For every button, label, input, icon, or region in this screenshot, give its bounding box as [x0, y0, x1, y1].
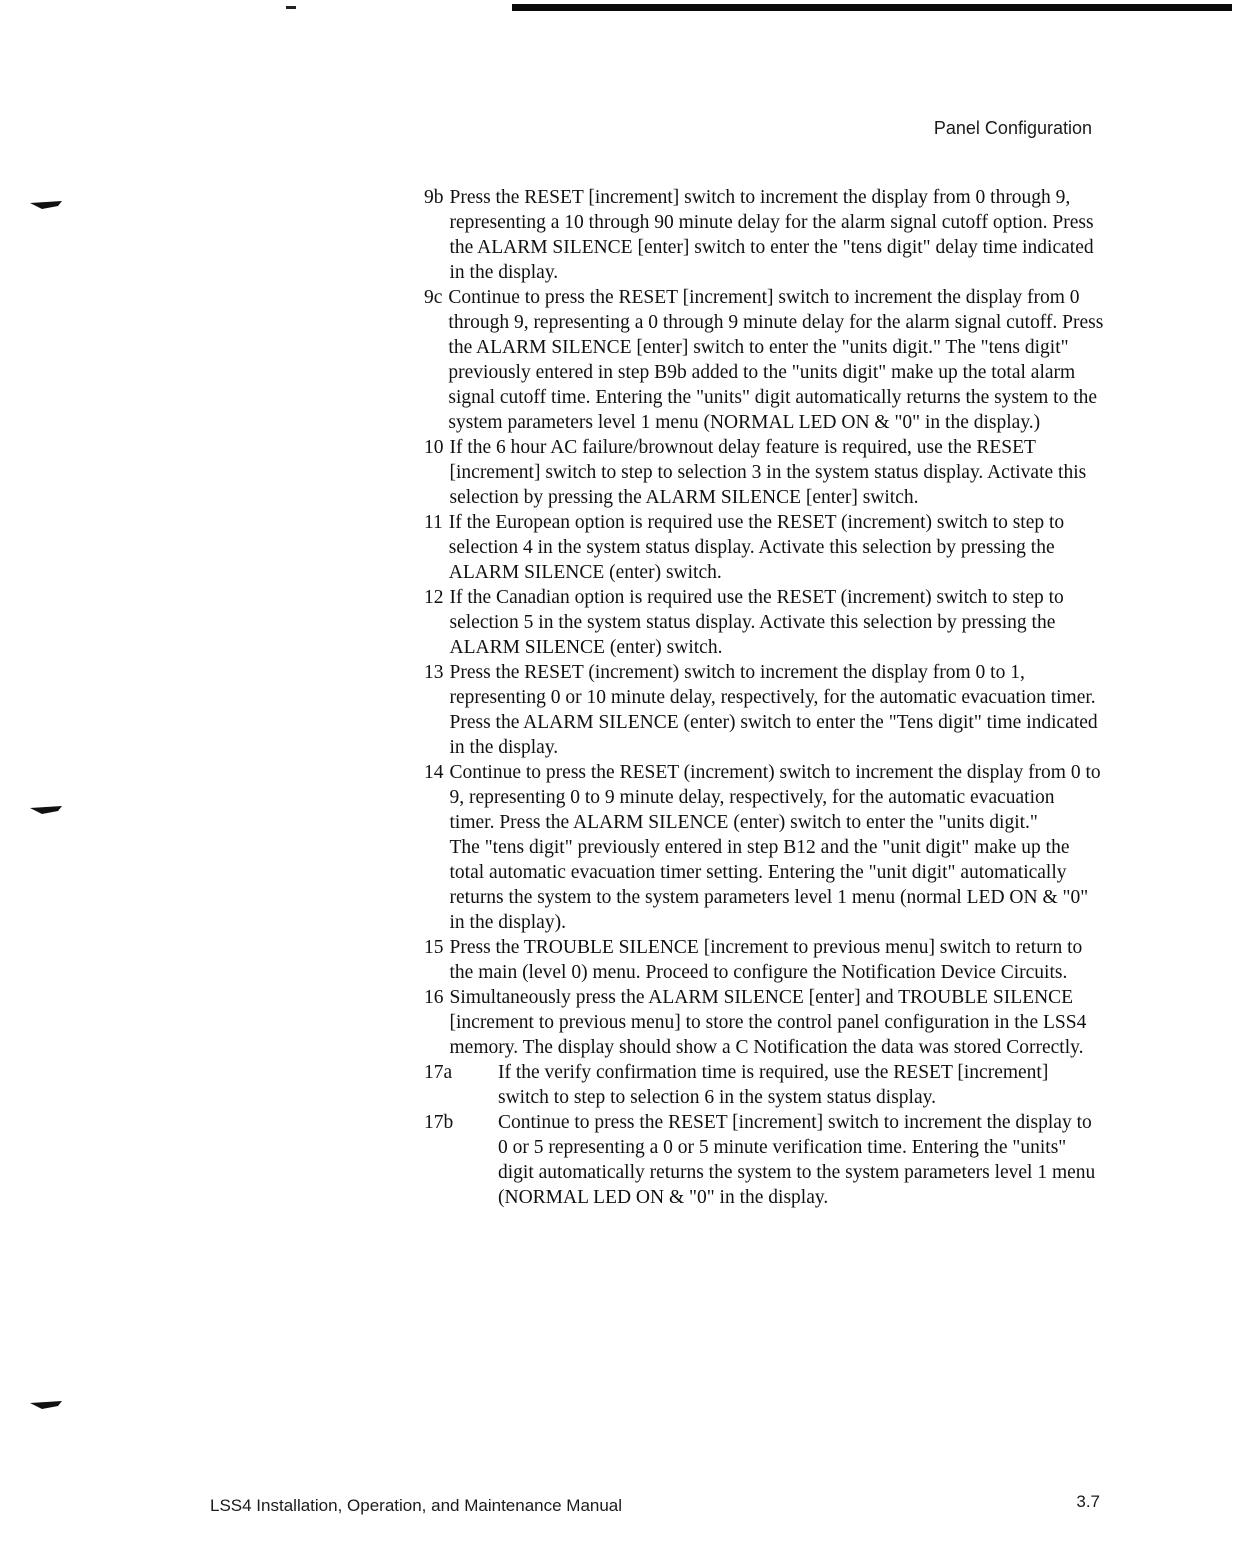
- step-11: [424, 510, 1104, 585]
- step-text: [450, 585, 1105, 660]
- step-number: 17b: [424, 1112, 454, 1133]
- step-text: [498, 1110, 1104, 1210]
- page-number: 3.7: [1076, 1492, 1100, 1511]
- step-9b: [424, 185, 1104, 285]
- step-number: 15: [424, 937, 444, 958]
- step-text: [450, 760, 1105, 935]
- step-10: [424, 435, 1104, 510]
- step-number: 11: [424, 512, 443, 533]
- step-text: [450, 435, 1105, 510]
- step-number: 16: [424, 987, 444, 1008]
- footer-manual-title: LSS4 Installation, Operation, and Maintenance Manual: [210, 1496, 623, 1515]
- step-text: [448, 285, 1104, 435]
- step-16: [424, 985, 1104, 1060]
- step-paragraph: Simultaneously press the ALARM SILENCE [enter] and TROUBLE SILENCE [increment to previous menu] to store the control panel configuration in the LSS4 memory. The display should show a C Notification the data was stored Correctly.: [449, 987, 1087, 1058]
- step-paragraph: If the verify confirmation time is required, use the RESET [increment] switch to step to selection 6 in the system status display.: [498, 1062, 1049, 1108]
- step-number: 13: [424, 662, 444, 683]
- step-12: [424, 585, 1104, 660]
- step-paragraph: Continue to press the RESET (increment) switch to increment the display from 0 to 9, representing 0 to 9 minute delay, respectively, for the automatic evacuation timer. Press the ALARM SILENCE (enter) switch to enter the "units digit.": [449, 762, 1101, 833]
- binder-hole-mark-icon: [30, 200, 62, 210]
- step-number: 17a: [424, 1062, 453, 1083]
- top-scan-rule: [512, 4, 1232, 11]
- step-text: [450, 985, 1105, 1060]
- step-15: [424, 935, 1104, 985]
- step-paragraph: If the Canadian option is required use the RESET (increment) switch to step to selection 5 in the system status display. Activate this selection by pressing the ALARM SILENCE (enter) switch.: [449, 587, 1064, 658]
- step-number: 9c: [424, 287, 443, 308]
- step-paragraph: If the European option is required use the RESET (increment) switch to step to selection 4 in the system status display. Activate this selection by pressing the ALARM SILENCE (enter) switch.: [448, 512, 1065, 583]
- step-paragraph: Press the RESET (increment) switch to increment the display from 0 to 1, representing 0 or 10 minute delay, respectively, for the automatic evacuation timer. Press the ALARM SILENCE (enter) switch to enter the "Tens digit" time indicated in the display.: [449, 662, 1098, 758]
- procedure-steps: [424, 185, 1104, 1210]
- step-paragraph: If the 6 hour AC failure/brownout delay feature is required, use the RESET [increment] switch to step to selection 3 in the system status display. Activate this selection by pressing the ALARM SILENCE [enter] switch.: [449, 437, 1087, 508]
- binder-hole-mark-icon: [30, 805, 62, 815]
- step-text: [450, 660, 1105, 760]
- step-number: 12: [424, 587, 444, 608]
- step-13: [424, 660, 1104, 760]
- step-number: 10: [424, 437, 444, 458]
- step-14: [424, 760, 1104, 935]
- step-17b: [424, 1110, 1104, 1210]
- step-paragraph: The "tens digit" previously entered in step B12 and the "unit digit" make up the total automatic evacuation timer setting. Entering the "unit digit" automatically returns the system to the system parameters level 1 menu (normal LED ON & "0" in the display).: [449, 837, 1089, 933]
- step-paragraph: Continue to press the RESET [increment] switch to increment the display from 0 through 9, representing a 0 through 9 minute delay for the alarm signal cutoff. Press the ALARM SILENCE [enter] switch to enter the "units digit." The "tens digit" previously entered in step B9b added to the "units digit" make up the total alarm signal cutoff time. Entering the "units" digit automatically returns the system to the system parameters level 1 menu (NORMAL LED ON & "0" in the display.): [448, 287, 1104, 433]
- step-number: 9b: [424, 187, 444, 208]
- step-number: 14: [424, 762, 444, 783]
- step-paragraph: Press the RESET [increment] switch to increment the display from 0 through 9, representing a 10 through 90 minute delay for the alarm signal cutoff option. Press the ALARM SILENCE [enter] switch to enter the "tens digit" delay time indicated in the display.: [449, 187, 1094, 283]
- step-text: [449, 510, 1104, 585]
- step-text: [498, 1060, 1104, 1110]
- top-scan-mark: [286, 6, 296, 9]
- step-paragraph: Press the TROUBLE SILENCE [increment to previous menu] switch to return to the main (level 0) menu. Proceed to configure the Notification Device Circuits.: [449, 937, 1083, 983]
- step-9c: [424, 285, 1104, 435]
- step-17a: [424, 1060, 1104, 1110]
- step-paragraph: Continue to press the RESET [increment] switch to increment the display to 0 or 5 representing a 0 or 5 minute verification time. Entering the "units" digit automatically returns the system to the system parameters level 1 menu (NORMAL LED ON & "0" in the display.: [498, 1112, 1096, 1208]
- step-text: [450, 935, 1105, 985]
- binder-hole-mark-icon: [30, 1400, 62, 1410]
- step-text: [450, 185, 1105, 285]
- running-header: Panel Configuration: [933, 118, 1092, 138]
